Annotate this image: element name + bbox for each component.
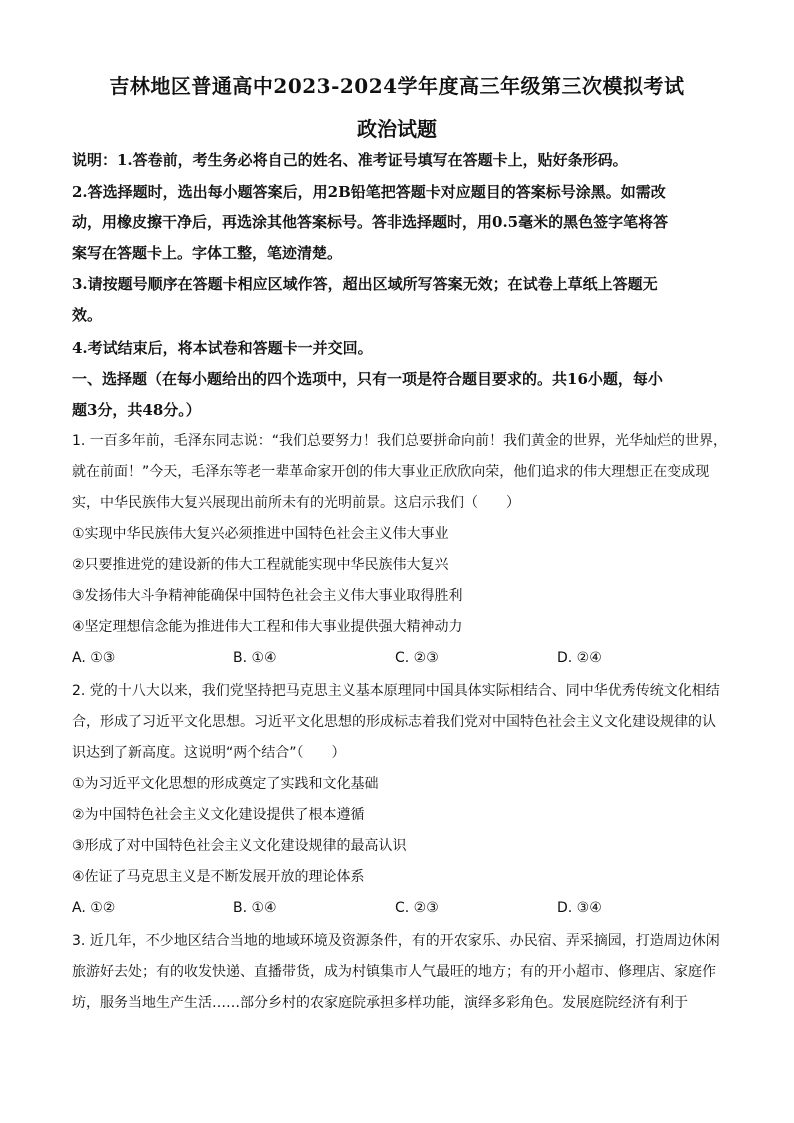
q1-option-b: B. ①④ (233, 650, 277, 666)
q2-statement-3: ③形成了对中国特色社会主义文化建设规律的最高认识 (72, 838, 407, 854)
q1-stem-line-3: 实，中华民族伟大复兴展现出前所未有的光明前景。这启示我们（ ） (72, 495, 520, 511)
instruction-line-5: 3.请按题号顺序在答题卡相应区域作答，超出区域所写答案无效；在试卷上草纸上答题无 (72, 275, 658, 293)
instruction-line-2: 2.答选择题时，选出每小题答案后，用2B铅笔把答题卡对应题目的答案标号涂黑。如需改 (72, 183, 666, 201)
q1-option-c: C. ②③ (395, 650, 439, 666)
q2-option-b: B. ①④ (233, 900, 277, 916)
q2-statement-1: ①为习近平文化思想的形成奠定了实践和文化基础 (72, 776, 379, 792)
q1-stem-line-2: 就在前面！”今天，毛泽东等老一辈革命家开创的伟大事业正欣欣向荣，他们追求的伟大理想正在变成现 (72, 464, 710, 480)
q2-statement-2: ②为中国特色社会主义文化建设提供了根本遵循 (72, 807, 365, 823)
q1-option-d: D. ②④ (557, 650, 602, 666)
q2-stem-line-2: 合，形成了习近平文化思想。习近平文化思想的形成标志着我们党对中国特色社会主义文化建设规律的认 (72, 714, 716, 730)
q2-option-c: C. ②③ (395, 900, 439, 916)
q2-stem-line-3: 识达到了新高度。这说明“两个结合”（ ） (72, 745, 346, 761)
q2-option-a: A. ①② (72, 900, 116, 916)
q2-option-d: D. ③④ (557, 900, 602, 916)
q1-option-a: A. ①③ (72, 650, 116, 666)
q1-statement-1: ①实现中华民族伟大复兴必须推进中国特色社会主义伟大事业 (72, 526, 449, 542)
q1-statement-3: ③发扬伟大斗争精神能确保中国特色社会主义伟大事业取得胜利 (72, 588, 463, 604)
q1-statement-4: ④坚定理想信念能为推进伟大工程和伟大事业提供强大精神动力 (72, 619, 463, 635)
instruction-line-6: 效。 (72, 306, 103, 324)
instruction-line-4: 案写在答题卡上。字体工整，笔迹清楚。 (72, 244, 343, 262)
exam-title: 吉林地区普通高中2023-2024学年度高三年级第三次模拟考试 (109, 74, 685, 98)
q2-stem-line-1: 2. 党的十八大以来，我们党坚持把马克思主义基本原理同中国具体实际相结合、同中华优秀传统文化相结 (72, 683, 720, 699)
q2-statement-4: ④佐证了马克思主义是不断发展开放的理论体系 (72, 869, 365, 885)
q3-stem-line-2: 旅游好去处；有的收发快递、直播带货，成为村镇集市人气最旺的地方；有的开小超市、修理店、家庭作 (72, 964, 716, 980)
section-heading-line-1: 一、选择题（在每小题给出的四个选项中，只有一项是符合题目要求的。共16小题，每小 (72, 370, 663, 388)
q3-stem-line-3: 坊，服务当地生产生活……部分乡村的农家庭院承担多样功能，演绎多彩角色。发展庭院经济有利于 (72, 995, 688, 1011)
section-heading-line-2: 题3分，共48分。） (72, 401, 201, 419)
instruction-line-3: 动，用橡皮擦干净后，再选涂其他答案标号。答非选择题时，用0.5毫米的黑色签字笔将答 (72, 213, 669, 231)
subject-title: 政治试题 (357, 117, 437, 141)
instruction-line-7: 4.考试结束后，将本试卷和答题卡一并交回。 (72, 339, 373, 357)
q1-statement-2: ②只要推进党的建设新的伟大工程就能实现中华民族伟大复兴 (72, 557, 449, 573)
instruction-line-1: 说明：1.答卷前，考生务必将自己的姓名、准考证号填写在答题卡上，贴好条形码。 (72, 151, 628, 169)
q3-stem-line-1: 3. 近几年，不少地区结合当地的地域环境及资源条件，有的开农家乐、办民宿、弄采摘园，打造周边休闲 (72, 933, 720, 949)
q1-stem-line-1: 1. 一百多年前，毛泽东同志说：“我们总要努力！我们总要拼命向前！我们黄金的世界，光华灿烂的世界， (72, 433, 728, 449)
